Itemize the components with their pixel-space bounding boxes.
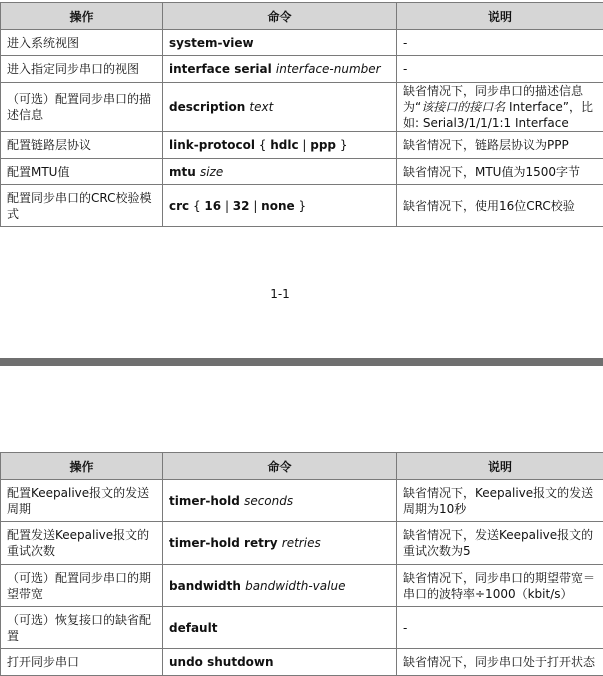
command-cell [163,83,397,132]
text-segment: 缺省情况下，同步串口处于打开状态 [403,655,595,669]
header-operation: 操作 [1,3,163,30]
text-segment: system-view [169,36,254,50]
text-segment: } [295,199,306,213]
text-segment: 缺省情况下，Keepalive报文的发送周期为10秒 [403,486,593,516]
text-segment: 缺省情况下，使用16位CRC校验 [403,199,575,213]
description-cell [397,607,603,649]
text-segment: 缺省情况下，同步串口的期望带宽＝串口的波特率÷1000（kbit/s） [403,571,595,601]
text-segment: 缺省情况下，链路层协议为PPP [403,138,569,152]
table-row [1,649,603,676]
text-segment: link-protocol [169,138,255,152]
table-row [1,522,603,565]
config-table-2 [0,452,603,676]
header-operation: 操作 [1,453,163,480]
text-segment: crc [169,199,189,213]
description-cell [397,56,603,83]
table-row [1,480,603,522]
text-segment: hdlc [270,138,298,152]
table-row [1,30,603,56]
table-row [1,159,603,185]
text-segment: - [403,62,407,76]
command-cell [163,132,397,159]
table-row [1,607,603,649]
text-segment: 缺省情况下，发送Keepalive报文的重试次数为5 [403,528,593,558]
page-divider [0,358,603,366]
description-cell [397,159,603,185]
text-segment: } [336,138,347,152]
text-segment: description [169,100,249,114]
description-cell [397,132,603,159]
description-cell [397,522,603,565]
operation-cell: （可选）恢复接口的缺省配置 [1,607,163,649]
text-segment: | [221,199,233,213]
command-cell [163,30,397,56]
operation-cell: 配置MTU值 [1,159,163,185]
text-segment: { [255,138,270,152]
page-number: 1-1 [0,287,560,301]
operation-cell: 配置链路层协议 [1,132,163,159]
command-cell [163,56,397,83]
command-cell [163,159,397,185]
text-segment: timer-hold [169,494,244,508]
description-cell [397,83,603,132]
text-segment: text [249,100,273,114]
text-segment: interface serial [169,62,276,76]
table-row [1,132,603,159]
command-cell [163,480,397,522]
description-cell [397,185,603,227]
text-segment: bandwidth-value [245,579,345,593]
header-description: 说明 [397,3,603,30]
text-segment: size [200,165,223,179]
text-segment: default [169,621,217,635]
command-cell [163,185,397,227]
text-segment: timer-hold retry [169,536,282,550]
table-header-row [1,3,603,30]
text-segment: interface-number [276,62,381,76]
operation-cell: （可选）配置同步串口的描述信息 [1,83,163,132]
text-segment: - [403,621,407,635]
header-command: 命令 [163,3,397,30]
operation-cell: 配置同步串口的CRC校验模式 [1,185,163,227]
command-cell [163,607,397,649]
operation-cell: 进入指定同步串口的视图 [1,56,163,83]
description-cell [397,30,603,56]
description-cell [397,565,603,607]
operation-cell: （可选）配置同步串口的期望带宽 [1,565,163,607]
text-segment: 该接口的接口名 [421,100,505,114]
description-cell [397,649,603,676]
text-segment: { [189,199,204,213]
operation-cell: 打开同步串口 [1,649,163,676]
command-cell [163,522,397,565]
text-segment: 16 [204,199,221,213]
text-segment: none [261,199,294,213]
text-segment: bandwidth [169,579,245,593]
text-segment: Interface”，比如: Serial3/1/1/1:1 Interface [403,100,593,130]
table-row [1,56,603,83]
text-segment: 缺省情况下，同步串口的描述信息为“ [403,84,583,114]
text-segment: | [299,138,311,152]
text-segment: retries [282,536,321,550]
operation-cell: 配置发送Keepalive报文的重试次数 [1,522,163,565]
table-row [1,185,603,227]
command-cell [163,565,397,607]
table-header-row [1,453,603,480]
text-segment: undo shutdown [169,655,274,669]
command-cell [163,649,397,676]
operation-cell: 配置Keepalive报文的发送周期 [1,480,163,522]
header-command: 命令 [163,453,397,480]
header-description: 说明 [397,453,603,480]
description-cell [397,480,603,522]
text-segment: 缺省情况下，MTU值为1500字节 [403,165,580,179]
operation-cell: 进入系统视图 [1,30,163,56]
text-segment: ppp [310,138,336,152]
text-segment: - [403,36,407,50]
text-segment: | [250,199,262,213]
table-row [1,565,603,607]
table-row [1,83,603,132]
config-table-1 [0,2,603,227]
text-segment: seconds [244,494,293,508]
text-segment: 32 [233,199,250,213]
text-segment: mtu [169,165,200,179]
